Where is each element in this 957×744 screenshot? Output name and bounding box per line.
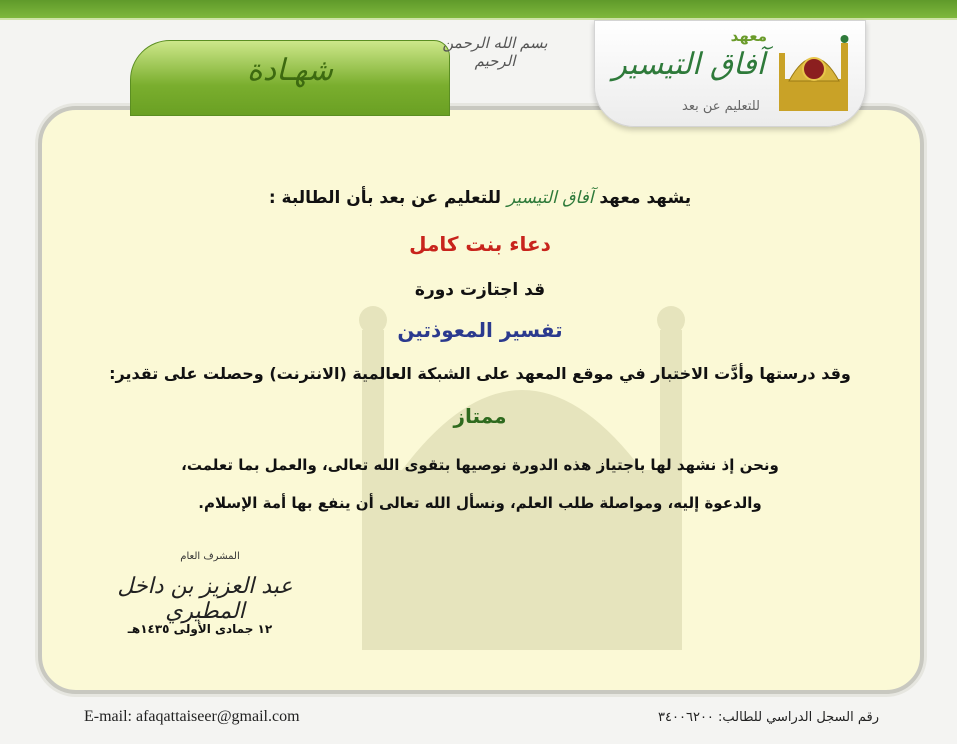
signature-name: عبد العزيز بن داخل المطيري: [117, 574, 293, 624]
institute-logo: [594, 20, 866, 127]
certify-line: [80, 188, 880, 208]
certificate-title: شهـادة: [247, 53, 333, 88]
closing-line-1: ونحن إذ نشهد لها باجتياز هذه الدورة نوصيها بتقوى الله تعالى، والعمل بما تعلمت،: [181, 456, 779, 474]
studied-text: وقد درستها وأدَّت الاختبار في موقع المعهد على الشبكة العالمية (الانترنت) وحصلت على تقدير:: [109, 364, 851, 383]
top-band: [0, 0, 957, 18]
certificate-title-tab: [130, 40, 450, 116]
closing-line-2: والدعوة إليه، ومواصلة طلب العلم، ونسأل الله تعالى أن ينفع بها أمة الإسلام.: [198, 494, 762, 512]
course-name: تفسير المعوذتين: [397, 318, 563, 342]
passed-text: قد اجتازت دورة: [414, 280, 546, 300]
grade: ممتاز: [453, 404, 507, 428]
logo-text-main: آفاق التيسير: [612, 47, 765, 82]
certify-end: للتعليم عن بعد بأن الطالبة :: [268, 188, 502, 208]
registration-number: رقم السجل الدراسي للطالب: ٣٤٠٠٦٢٠٠: [658, 710, 879, 725]
certificate-date: ١٢ جمادى الأولى ١٤٣٥هـ: [127, 622, 273, 636]
footer-email: E-mail: afaqattaiseer@gmail.com: [84, 708, 300, 725]
student-name: دعاء بنت كامل: [409, 232, 551, 256]
basmala: بسم الله الرحمن الرحيم: [442, 34, 548, 70]
signature-title: المشرف العام: [180, 551, 240, 562]
logo-text-top: معهد: [730, 27, 767, 45]
certify-start: يشهد معهد: [599, 188, 692, 208]
mosque-logo-icon: [775, 29, 853, 117]
certify-brand: آفاق التيسير: [506, 188, 594, 208]
logo-text-sub: للتعليم عن بعد: [682, 99, 760, 114]
